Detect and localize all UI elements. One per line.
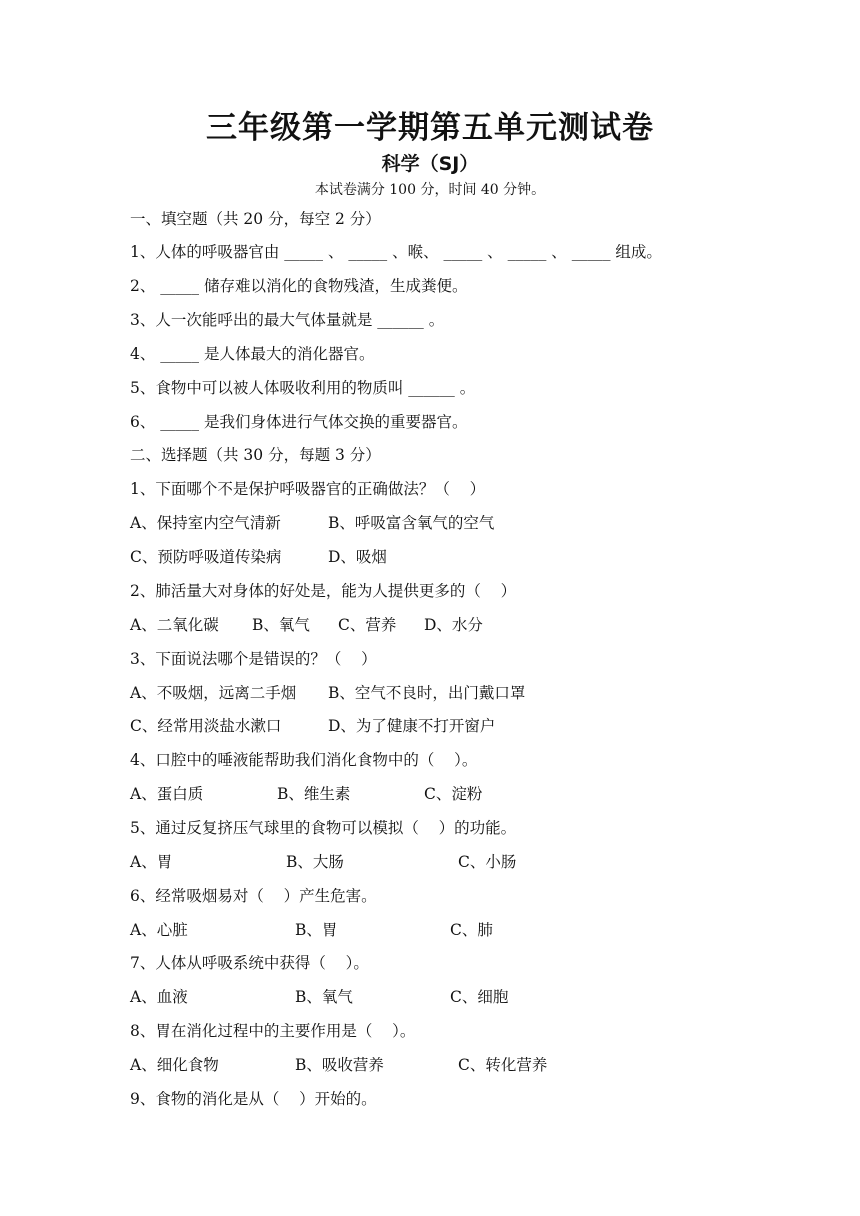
choice-option: C、肺 [450, 921, 493, 939]
choice-option: B、胃 [295, 921, 338, 939]
fill-question-6: 6、 _____ 是我们身体进行气体交换的重要器官。 [130, 413, 468, 431]
choice-option: C、经常用淡盐水漱口 [130, 717, 282, 735]
choice-option: D、为了健康不打开窗户 [328, 717, 496, 735]
choice-question-9: 9、食物的消化是从（ ）开始的。 [130, 1090, 377, 1108]
choice-option: B、空气不良时，出门戴口罩 [328, 684, 526, 702]
subject-subtitle: 科学（SJ） [381, 153, 479, 175]
choice-option: B、呼吸富含氧气的空气 [328, 514, 495, 532]
choice-option: C、淀粉 [424, 785, 483, 803]
page-title: 三年级第一学期第五单元测试卷 [206, 110, 654, 146]
fill-question-4: 4、 _____ 是人体最大的消化器官。 [130, 345, 375, 363]
choice-question-6: 6、经常吸烟易对（ ）产生危害。 [130, 887, 377, 905]
choice-question-7: 7、人体从呼吸系统中获得（ ）。 [130, 954, 369, 972]
choice-option: A、保持室内空气清新 [130, 514, 281, 532]
choice-option: A、二氧化碳 [130, 616, 219, 634]
fill-question-2: 2、 _____ 储存难以消化的食物残渣，生成粪便。 [130, 277, 468, 295]
choice-option: D、水分 [424, 616, 483, 634]
choice-option: C、细胞 [450, 988, 509, 1006]
choice-option: A、不吸烟，远离二手烟 [130, 684, 297, 702]
choice-option: B、氧气 [252, 616, 310, 634]
fill-question-5: 5、食物中可以被人体吸收利用的物质叫 ______ 。 [130, 379, 476, 397]
fill-question-3: 3、人一次能呼出的最大气体量就是 ______ 。 [130, 311, 445, 329]
choice-question-2: 2、肺活量大对身体的好处是，能为人提供更多的（ ） [130, 582, 517, 600]
choice-option: A、胃 [130, 853, 173, 871]
choice-option: B、大肠 [286, 853, 344, 871]
section-heading-fill-blank: 一、填空题（共 20 分，每空 2 分） [130, 210, 381, 228]
fill-question-1: 1、人体的呼吸器官由 _____ 、 _____ 、喉、 _____ 、 _____ 、 _____ 组成。 [130, 243, 662, 261]
choice-option: B、吸收营养 [295, 1056, 384, 1074]
choice-option: C、营养 [338, 616, 397, 634]
choice-option: A、血液 [130, 988, 188, 1006]
choice-option: C、转化营养 [458, 1056, 548, 1074]
section-heading-choice: 二、选择题（共 30 分，每题 3 分） [130, 446, 381, 464]
choice-question-3: 3、下面说法哪个是错误的？（ ） [130, 650, 377, 668]
choice-option: A、细化食物 [130, 1056, 219, 1074]
choice-option: B、氧气 [295, 988, 353, 1006]
choice-question-8: 8、胃在消化过程中的主要作用是（ ）。 [130, 1022, 416, 1040]
choice-option: C、预防呼吸道传染病 [130, 548, 282, 566]
choice-option: D、吸烟 [328, 548, 387, 566]
choice-option: A、蛋白质 [130, 785, 204, 803]
choice-question-5: 5、通过反复挤压气球里的食物可以模拟（ ）的功能。 [130, 819, 517, 837]
choice-question-4: 4、口腔中的唾液能帮助我们消化食物中的（ ）。 [130, 751, 478, 769]
exam-note: 本试卷满分 100 分，时间 40 分钟。 [314, 182, 546, 198]
choice-question-1: 1、下面哪个不是保护呼吸器官的正确做法？（ ） [130, 480, 486, 498]
choice-option: C、小肠 [458, 853, 517, 871]
choice-option: B、维生素 [277, 785, 351, 803]
choice-option: A、心脏 [130, 921, 188, 939]
